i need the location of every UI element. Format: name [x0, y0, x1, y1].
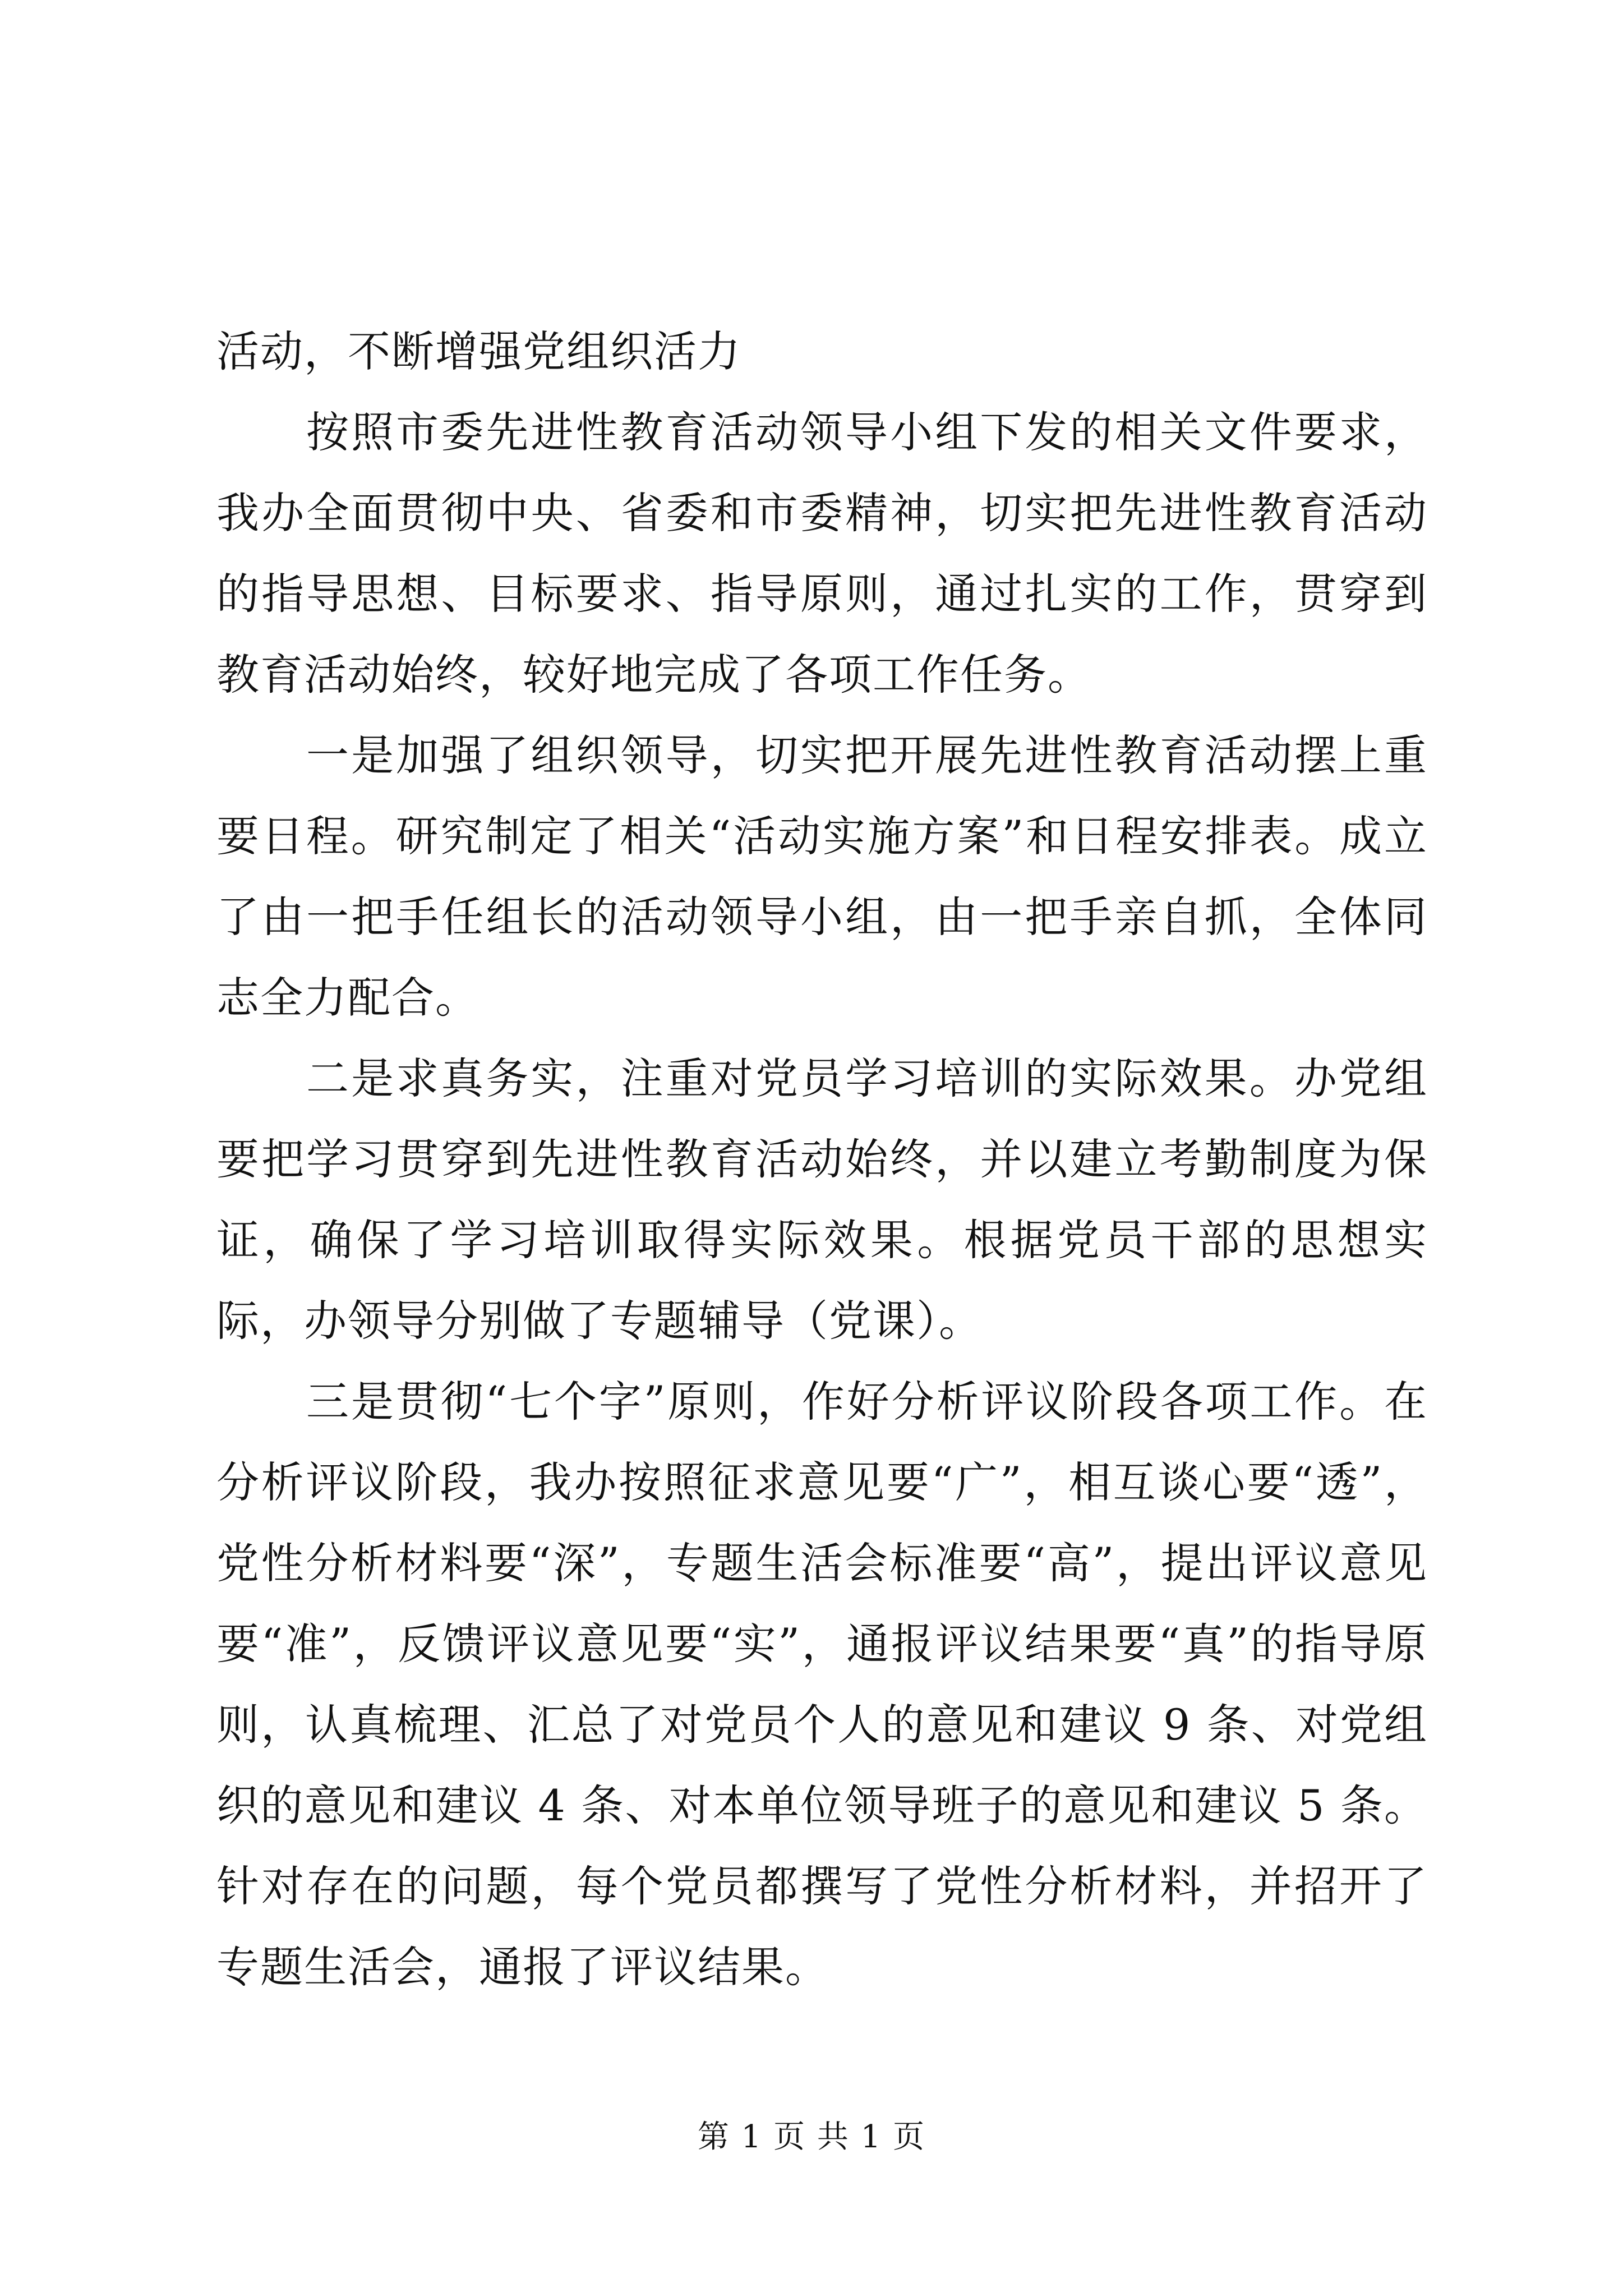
- paragraph-continuation: 活动，不断增强党组织活力: [216, 326, 741, 376]
- page-number-footer: 第 1 页 共 1 页: [697, 2119, 926, 2155]
- paragraph-intro: 按照市委先进性教育活动领导小组下发的相关文件要求，我办全面贯彻中央、省委和市委精神，切实把先进性教育活动的指导思想、目标要求、指导原则，通过扎实的工作，贯穿到教育活动始终，较好地完成了各项工作任务。: [216, 407, 1428, 700]
- paragraph-point-two: 二是求真务实，注重对党员学习培训的实际效果。办党组要把学习贯穿到先进性教育活动始终，并以建立考勤制度为保证，确保了学习培训取得实际效果。根据党员干部的思想实际，办领导分别做了专题辅导（党课）。: [216, 1053, 1428, 1346]
- document-body: [216, 311, 1428, 2008]
- paragraph-point-one: 一是加强了组织领导，切实把开展先进性教育活动摆上重要日程。研究制定了相关“活动实施方案”和日程安排表。成立了由一把手任组长的活动领导小组，由一把手亲自抓，全体同志全力配合。: [216, 730, 1428, 1023]
- paragraph-point-three: 三是贯彻“七个字”原则，作好分析评议阶段各项工作。在分析评议阶段，我办按照征求意见要“广”，相互谈心要“透”，党性分析材料要“深”，专题生活会标准要“高”，提出评议意见要“准”，反馈评议意见要“实”，通报评议结果要“真”的指导原则，认真梳理、汇总了对党员个人的意见和建议 9 条、对党组织的意见和建议 4 条、对本单位领导班子的意见和建议 5 条。针对存在的问题，每个党员都撰写了党性分析材料，并招开了专题生活会，通报了评议结果。: [216, 1377, 1428, 1992]
